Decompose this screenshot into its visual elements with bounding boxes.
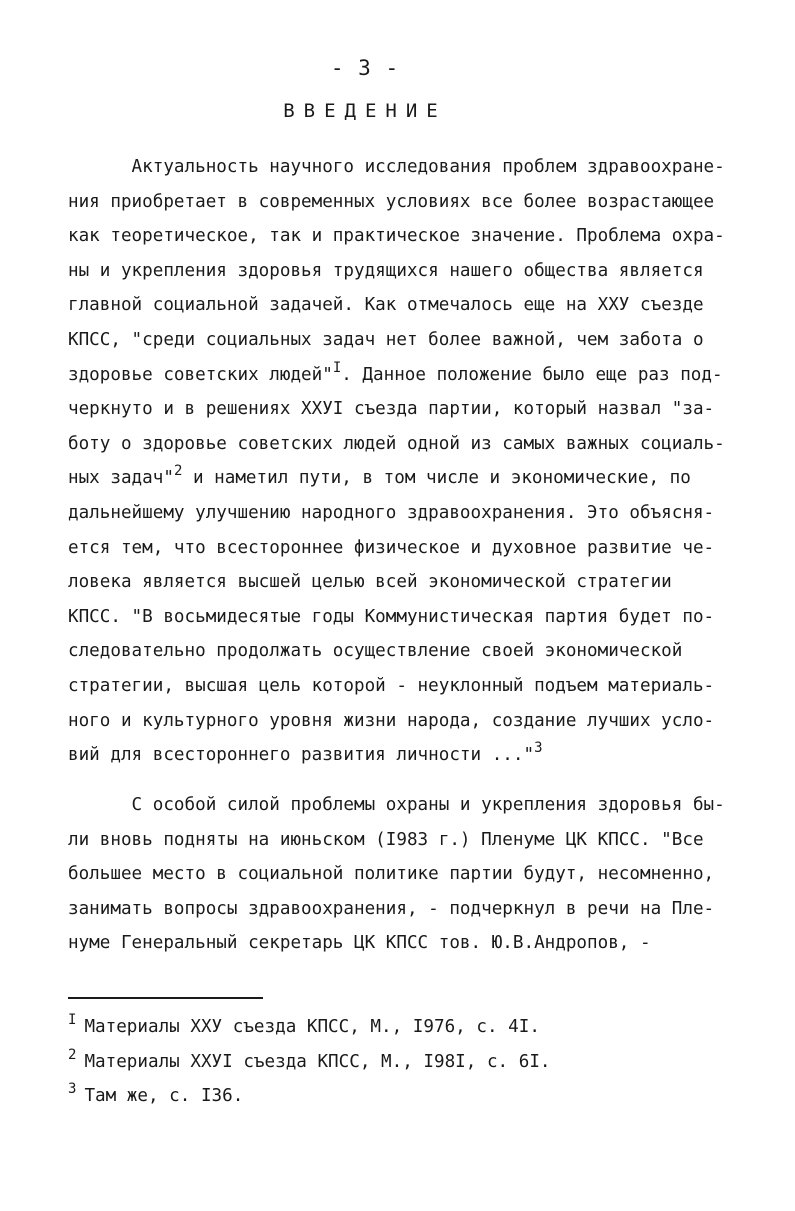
line-text: вий для всестороннего развития личности ..."	[68, 745, 535, 766]
text-line	[68, 150, 733, 185]
text-line	[68, 738, 733, 773]
line-text: КПСС, "среди социальных задач нет более важной, чем забота о	[68, 329, 704, 350]
paragraph-2	[68, 788, 733, 961]
footnotes	[68, 1010, 733, 1114]
text-line	[68, 926, 733, 961]
footnote-mark: 3	[68, 1081, 77, 1098]
line-text: С особой силой проблемы охраны и укрепления здоровья бы-	[68, 795, 725, 815]
line-text: черкнуто и в решениях XXУI съезда партии, который назвал "за-	[68, 399, 715, 420]
text-line	[68, 288, 733, 323]
text-line	[68, 704, 733, 739]
line-text: ных задач"	[68, 468, 174, 489]
line-text: ловека является высшей целью всей экономической стратегии	[68, 572, 672, 593]
text-line	[68, 254, 733, 289]
paragraph-1	[68, 150, 733, 773]
line-text: ния приобретает в современных условиях все более возрастающее	[68, 191, 715, 212]
footnote-text: Материалы XXУ съезда КПСС, М., I976, с. 4I.	[84, 1017, 540, 1037]
line-text: следовательно продолжать осуществление своей экономической	[68, 641, 683, 662]
line-text: стратегии, высшая цель которой - неуклонный подъем материаль-	[68, 675, 715, 696]
text-line	[68, 461, 733, 496]
line-text: ется тем, что всестороннее физическое и духовное развитие че-	[68, 537, 715, 558]
line-text: ны и укрепления здоровья трудящихся нашего общества является	[68, 260, 704, 281]
text-line	[68, 788, 733, 823]
footnote-divider	[68, 997, 263, 999]
text-line	[68, 857, 733, 892]
footnote-item	[68, 1079, 733, 1114]
page-number: - 3 -	[330, 56, 400, 80]
line-text: здоровье советских людей"	[68, 364, 333, 385]
line-text: дальнейшему улучшению народного здравоохранения. Это объясня-	[68, 502, 715, 523]
line-text: боту о здоровье советских людей одной из самых важных социаль-	[68, 433, 725, 454]
line-text: Актуальность научного исследования проблем здравоохране-	[68, 157, 725, 177]
text-line	[68, 219, 733, 254]
footnote-reference: I	[332, 359, 342, 376]
footnote-mark: 2	[68, 1046, 77, 1063]
line-text: главной социальной задачей. Как отмечалось еще на XXУ съезде	[68, 295, 704, 316]
line-text: как теоретическое, так и практическое значение. Проблема охра-	[68, 226, 725, 247]
line-text: КПСС. "В восьмидесятые годы Коммунистическая партия будет по-	[68, 606, 715, 627]
line-text-after-reference: . Данное положение было еще раз под-	[341, 364, 723, 385]
text-line	[68, 892, 733, 927]
text-line	[68, 427, 733, 462]
text-line	[68, 496, 733, 531]
line-text: большее место в социальной политике партии будут, несомненно,	[68, 864, 715, 885]
text-line	[68, 185, 733, 220]
text-line	[68, 323, 733, 358]
footnote-reference: 2	[173, 463, 183, 480]
footnote-item	[68, 1010, 733, 1045]
text-line	[68, 823, 733, 858]
text-line	[68, 634, 733, 669]
page-title: ВВЕДЕНИЕ	[283, 100, 447, 122]
text-line	[68, 358, 733, 393]
line-text: занимать вопросы здравоохранения, - подчеркнул в речи на Пле-	[68, 898, 715, 919]
text-line	[68, 669, 733, 704]
footnote-mark: I	[68, 1012, 77, 1028]
footnote-item	[68, 1045, 733, 1080]
line-text: ного и культурного уровня жизни народа, создание лучших усло-	[68, 710, 715, 731]
footnote-reference: 3	[534, 740, 543, 757]
text-line	[68, 565, 733, 600]
footnote-text: Материалы XXУI съезда КПСС, М., I98I, с. 6I.	[84, 1051, 551, 1072]
text-line	[68, 600, 733, 635]
text-line	[68, 531, 733, 566]
line-text: нуме Генеральный секретарь ЦК КПСС тов. Ю.В.Андропов, -	[68, 933, 651, 954]
line-text: ли вновь подняты на июньском (I983 г.) Пленуме ЦК КПСС. "Все	[68, 829, 704, 850]
line-text-after-reference: и наметил пути, в том числе и экономические, по	[182, 468, 691, 489]
footnote-text: Там же, с. I36.	[84, 1086, 244, 1107]
text-line	[68, 392, 733, 427]
